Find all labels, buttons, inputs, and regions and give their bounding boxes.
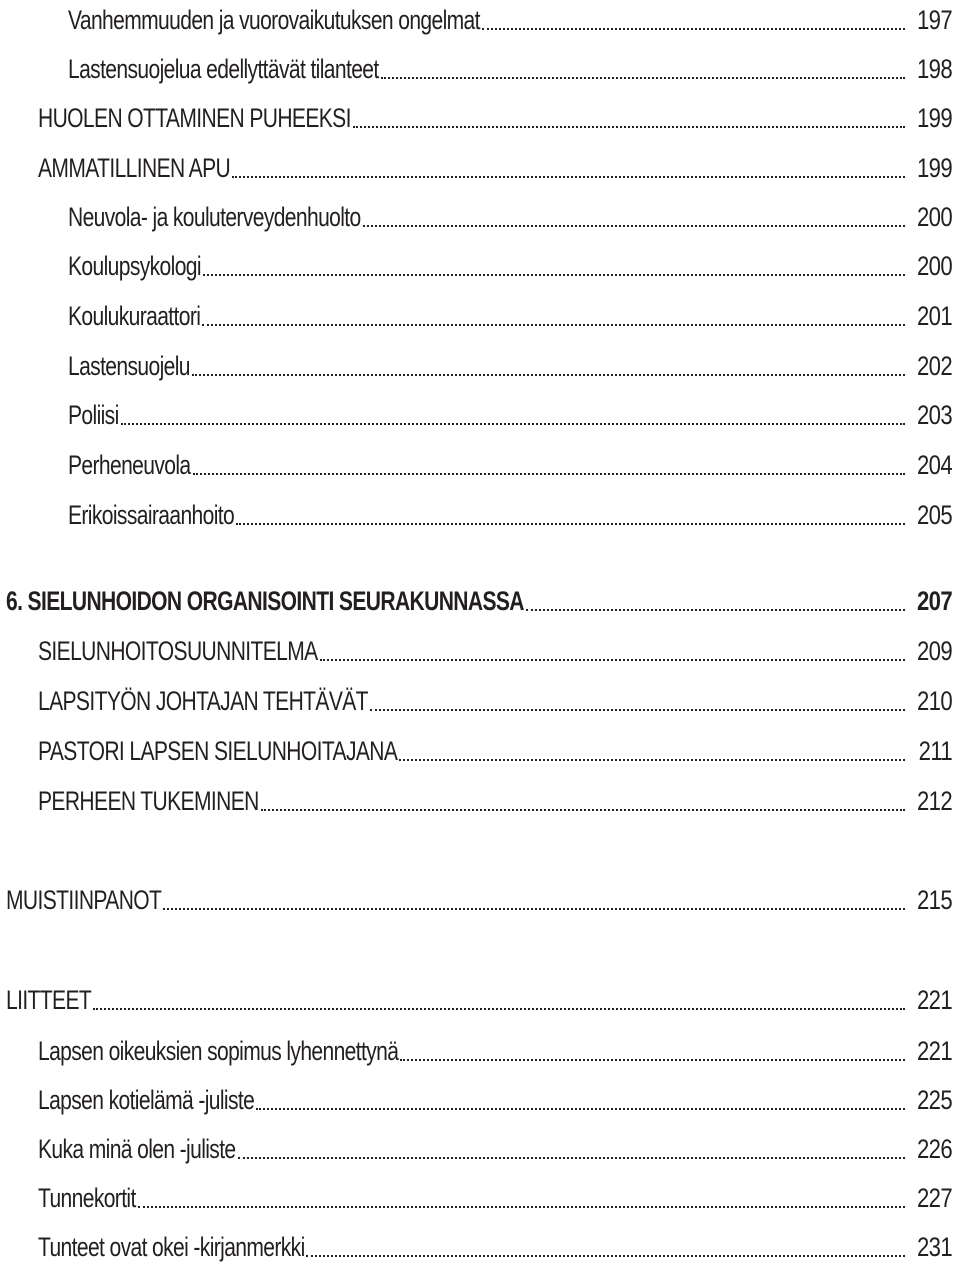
toc-entry[interactable] bbox=[68, 197, 952, 237]
toc-entry-title: Lastensuojelua edellyttävät tilanteet bbox=[68, 54, 379, 84]
toc-entry-page: 226 bbox=[917, 1134, 952, 1164]
dot-leader bbox=[353, 126, 905, 128]
toc-entry-title: AMMATILLINEN APU bbox=[38, 153, 231, 183]
toc-entry-title: Neuvola- ja kouluterveydenhuolto bbox=[68, 202, 361, 232]
toc-entry[interactable] bbox=[38, 1031, 952, 1071]
toc-entry-title: LAPSITYÖN JOHTAJAN TEHTÄVÄT bbox=[38, 686, 368, 716]
dot-leader bbox=[138, 1206, 905, 1208]
toc-entry-title: PERHEEN TUKEMINEN bbox=[38, 786, 259, 816]
toc-entry[interactable] bbox=[38, 731, 952, 771]
dot-leader bbox=[320, 659, 905, 661]
toc-entry-title: Tunnekortit bbox=[38, 1183, 136, 1213]
dot-leader bbox=[203, 274, 905, 276]
toc-entry-page: 212 bbox=[917, 786, 952, 816]
toc-section-entry[interactable] bbox=[6, 880, 952, 920]
toc-entry-page: 215 bbox=[917, 885, 952, 915]
toc-entry[interactable] bbox=[38, 631, 952, 671]
dot-leader bbox=[93, 1008, 905, 1010]
toc-entry[interactable] bbox=[38, 98, 952, 138]
dot-leader bbox=[256, 1108, 905, 1110]
toc-entry[interactable] bbox=[68, 246, 952, 286]
toc-entry[interactable] bbox=[38, 1080, 952, 1120]
toc-entry-title: 6. SIELUNHOIDON ORGANISOINTI SEURAKUNNASSA bbox=[6, 586, 524, 616]
toc-entry[interactable] bbox=[38, 1178, 952, 1218]
toc-entry-page: 202 bbox=[917, 351, 952, 381]
toc-entry[interactable] bbox=[38, 1227, 952, 1267]
toc-entry-title: Kuka minä olen -juliste bbox=[38, 1134, 236, 1164]
toc-entry[interactable] bbox=[68, 346, 952, 386]
toc-entry-page: 225 bbox=[917, 1085, 952, 1115]
toc-section-entry[interactable] bbox=[6, 980, 952, 1020]
dot-leader bbox=[370, 709, 905, 711]
toc-entry-title: Lapsen oikeuksien sopimus lyhennettynä bbox=[38, 1036, 399, 1066]
toc-entry[interactable] bbox=[68, 0, 952, 40]
toc-entry-title: MUISTIINPANOT bbox=[6, 885, 162, 915]
dot-leader bbox=[363, 225, 905, 227]
toc-entry-page: 203 bbox=[917, 400, 952, 430]
toc-entry[interactable] bbox=[68, 49, 952, 89]
toc-entry-page: 204 bbox=[917, 450, 952, 480]
dot-leader bbox=[261, 809, 905, 811]
dot-leader bbox=[482, 28, 905, 30]
toc-entry[interactable] bbox=[38, 148, 952, 188]
toc-entry-page: 221 bbox=[917, 985, 952, 1015]
toc-entry-title: LIITTEET bbox=[6, 985, 92, 1015]
toc-entry-title: Erikoissairaanhoito bbox=[68, 500, 235, 530]
toc-entry-page: 221 bbox=[917, 1036, 952, 1066]
toc-entry-page: 199 bbox=[917, 153, 952, 183]
toc-entry-page: 231 bbox=[917, 1232, 952, 1262]
toc-entry[interactable] bbox=[68, 445, 952, 485]
toc-entry[interactable] bbox=[38, 781, 952, 821]
dot-leader bbox=[236, 523, 905, 525]
dot-leader bbox=[193, 473, 905, 475]
toc-entry-title: HUOLEN OTTAMINEN PUHEEKSI bbox=[38, 103, 351, 133]
toc-entry[interactable] bbox=[68, 495, 952, 535]
toc-entry[interactable] bbox=[68, 395, 952, 435]
toc-entry-page: 227 bbox=[917, 1183, 952, 1213]
toc-chapter-entry[interactable] bbox=[6, 581, 952, 621]
dot-leader bbox=[399, 759, 905, 761]
dot-leader bbox=[381, 77, 905, 79]
dot-leader bbox=[400, 1059, 905, 1061]
toc-entry[interactable] bbox=[38, 681, 952, 721]
toc-entry-page: 198 bbox=[917, 54, 952, 84]
toc-entry-page: 197 bbox=[917, 5, 952, 35]
toc-entry[interactable] bbox=[68, 296, 952, 336]
toc-entry-page: 205 bbox=[917, 500, 952, 530]
dot-leader bbox=[232, 176, 905, 178]
dot-leader bbox=[192, 374, 905, 376]
toc-entry-page: 199 bbox=[917, 103, 952, 133]
toc-entry-page: 207 bbox=[917, 586, 952, 616]
toc-entry-page: 210 bbox=[917, 686, 952, 716]
toc-entry-title: Lastensuojelu bbox=[68, 351, 190, 381]
dot-leader bbox=[238, 1157, 905, 1159]
toc-entry-title: Tunteet ovat okei -kirjanmerkki bbox=[38, 1232, 305, 1262]
toc-entry[interactable] bbox=[38, 1129, 952, 1169]
dot-leader bbox=[306, 1255, 905, 1257]
toc-entry-title: SIELUNHOITOSUUNNITELMA bbox=[38, 636, 318, 666]
dot-leader bbox=[202, 324, 905, 326]
toc-entry-title: Lapsen kotielämä -juliste bbox=[38, 1085, 255, 1115]
toc-entry-title: Koulupsykologi bbox=[68, 251, 201, 281]
toc-entry-title: Vanhemmuuden ja vuorovaikutuksen ongelmat bbox=[68, 5, 480, 35]
toc-entry-title: Poliisi bbox=[68, 400, 119, 430]
dot-leader bbox=[121, 423, 905, 425]
toc-entry-page: 201 bbox=[917, 301, 952, 331]
dot-leader bbox=[163, 908, 905, 910]
toc-entry-title: Koulukuraattori bbox=[68, 301, 201, 331]
toc-entry-title: Perheneuvola bbox=[68, 450, 191, 480]
toc-entry-page: 200 bbox=[917, 251, 952, 281]
dot-leader bbox=[526, 609, 905, 611]
toc-entry-page: 209 bbox=[917, 636, 952, 666]
toc-entry-page: 200 bbox=[917, 202, 952, 232]
toc-entry-page: 211 bbox=[918, 736, 952, 766]
toc-entry-title: PASTORI LAPSEN SIELUNHOITAJANA bbox=[38, 736, 398, 766]
